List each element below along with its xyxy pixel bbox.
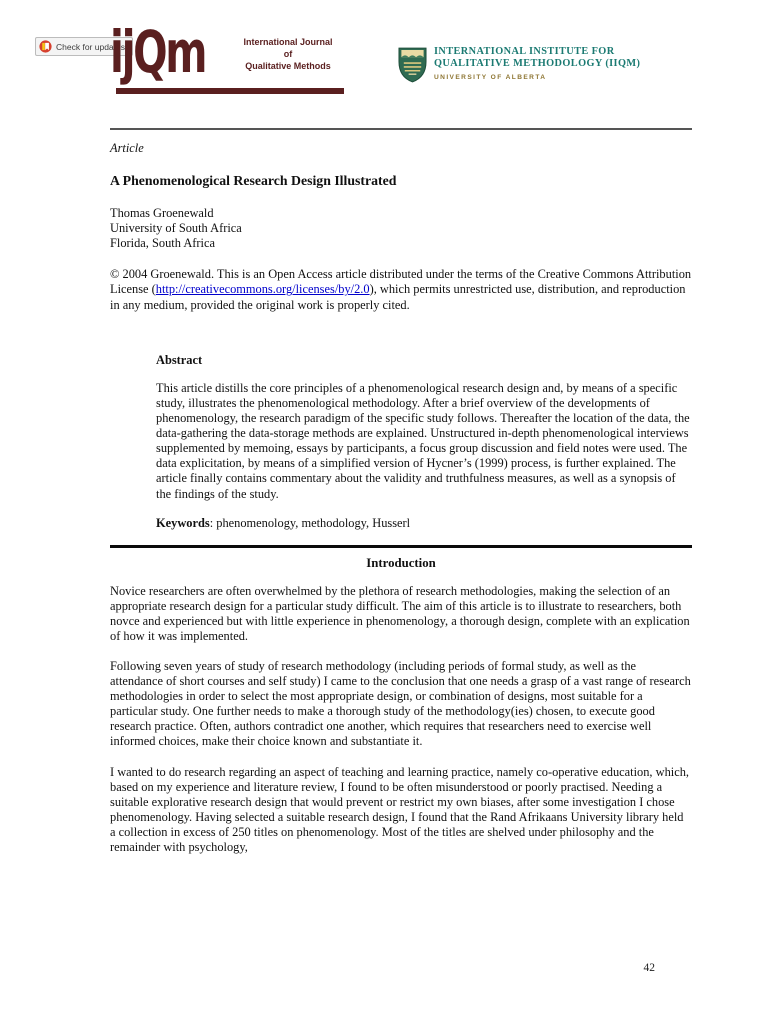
journal-title-lines [232,36,344,72]
institute-name-line1: INTERNATIONAL INSTITUTE FOR [434,46,615,57]
abstract-section [156,353,692,531]
university-of-alberta-label: UNIVERSITY OF ALBERTA [434,73,547,81]
journal-title-line1: International Journal [243,37,333,47]
ijqm-logotype: ijQm [110,19,206,87]
keywords-label: Keywords [156,515,210,530]
university-crest-icon [398,46,427,88]
check-for-updates-label: Check for updates [56,41,125,52]
institute-logo [398,46,640,88]
institute-name-line2: QUALITATIVE METHODOLOGY (IIQM) [434,58,641,70]
abstract-text: This article distills the core principles of a phenomenological research design and, by means of a specific study, illustrates the phenomenological methodology. After a brief overview of the developments of phenomenology, the research paradigm of the specific study follows. Thereafter the location of the data, the data-gathering the data-storage methods are explained. Unstructured in-depth phenomenological interviews supplemented by memoing, essays by participants, a focus group discussion and field notes were used. The data explicitation, by means of a simplified version of Hycner’s (1999) process, is further explained. The article finally contains commentary about the validity and truthfulness measures, as well as a synopsis of the findings of the study. [156,380,690,501]
author-affiliation: University of South Africa [110,221,242,236]
copyright-notice [110,267,692,313]
keywords-text: : phenomenology, methodology, Husserl [209,515,411,530]
page-number: 42 [643,962,655,974]
header-divider [110,128,692,130]
journal-title-line3: Qualitative Methods [245,61,331,72]
institute-text-block [434,46,640,81]
copyright-text-pre: © 2004 Groenewald. This is an Open Access article distributed under the terms of the Creative Commons Attribution License ( [110,267,692,297]
document-page [0,19,768,1024]
author-name: Thomas Groenewald [110,206,214,220]
intro-paragraph-1: Novice researchers are often overwhelmed by the plethora of research methodologies, making the selection of an appropriate research design for a particular study difficult. The aim of this article is to illustrate to researchers, both novce and experienced but with little experience in phenomenology, a thorough design, complete with an explication of how it was implemented. [110,583,690,643]
crossmark-icon [39,40,52,53]
author-location: Florida, South Africa [110,236,215,251]
journal-header [110,19,692,98]
intro-paragraph-3: I wanted to do research regarding an aspect of teaching and learning practice, namely co-operative education, which, based on my experience and literature review, I found to be often misunderstood or poorly practised. Needing a suitable explorative research design that would prevent or restrict my own biases, after some investigation I chose phenomenology. Having selected a suitable research design, I found that the Rand Afrikaans University library held a collection in excess of 250 titles on phenomenology. Most of the titles are shelved under philosophy and the remainder with psychology, [110,764,690,855]
section-divider [110,545,692,548]
introduction-heading: Introduction [366,555,436,570]
page-title: A Phenomenological Research Design Illustrated [110,173,397,188]
journal-title-line2: of [283,49,293,60]
intro-paragraph-2: Following seven years of study of research methodology (including periods of formal study, as well as the attendance of short courses and self study) I came to the conclusion that one needs a grasp of a vast range of research methodologies in order to select the most appropriate design, or combination of designs, most suitable for a particular study. One further needs to make a thorough study of the methodology(ies) chosen, to execute good research practice. Often, authors contradict one another, which requires that researchers need to exercise well informed choices, make their choice known and substantiate it. [110,659,691,749]
copyright-text-post: ), which permits unrestricted use, distribution, and reproduction in any medium, provided the original work is properly cited. [110,282,686,312]
article-type-label: Article [110,141,144,155]
author-block [110,206,692,251]
logo-underline-bar [116,88,344,94]
abstract-heading: Abstract [156,352,203,367]
creative-commons-link[interactable]: http://creativecommons.org/licenses/by/2.0 [155,282,370,297]
keywords-line [156,516,692,531]
